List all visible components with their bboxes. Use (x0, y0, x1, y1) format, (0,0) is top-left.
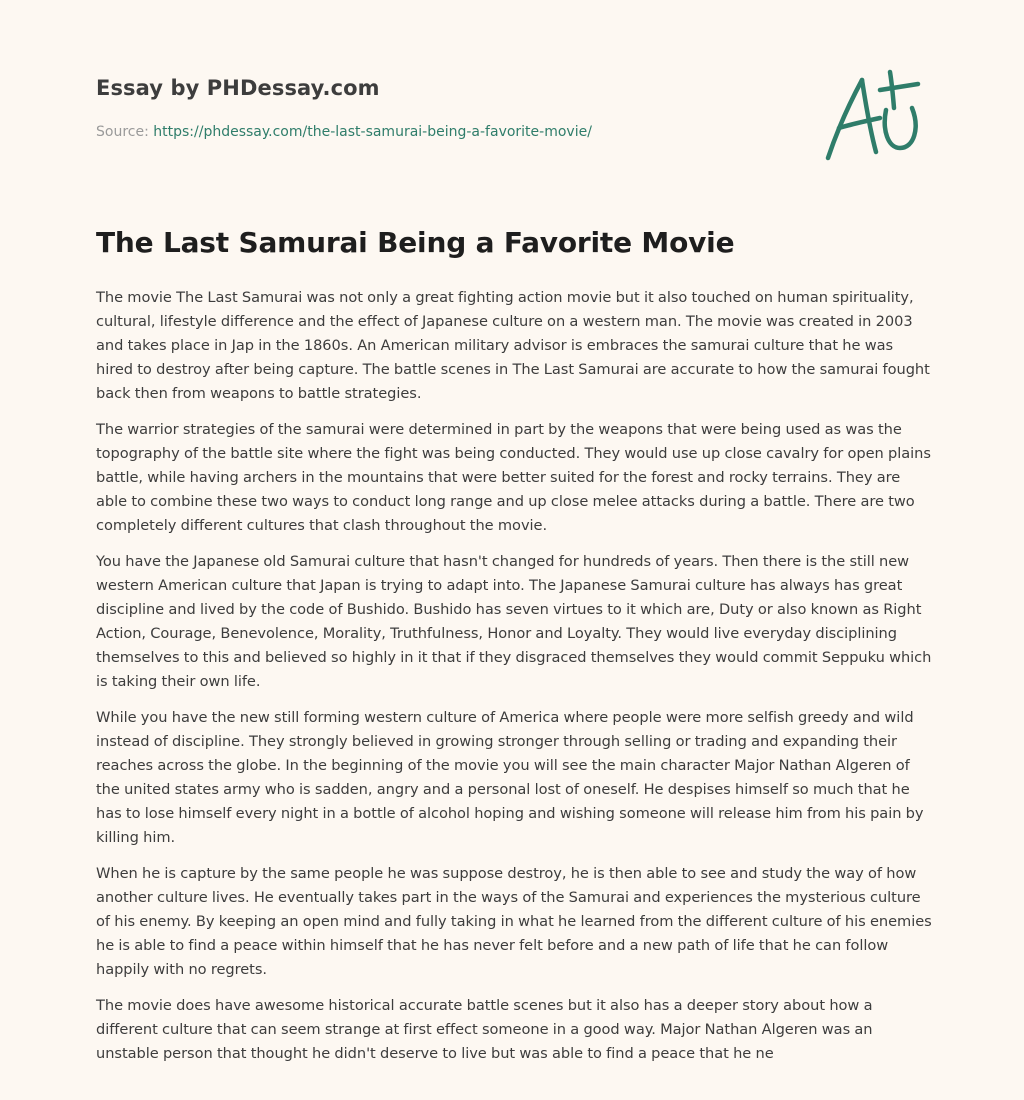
essay-paragraph: You have the Japanese old Samurai culture that hasn't changed for hundreds of years. Then there is the still new western American culture that Japan is trying to adapt into. The Japanese Samurai culture has always has great discipline and lived by the code of Bushido. Bushido has seven virtues to it which are, Duty or also known as Right Action, Courage, Benevolence, Morality, Truthfulness, Honor and Loyalty. They would live everyday disciplining themselves to this and believed so highly in it that if they disgraced themselves they would commit Seppuku which is taking their own life. (96, 553, 932, 690)
essay-paragraph: The warrior strategies of the samurai were determined in part by the weapons that were being used as was the topography of the battle site where the fight was being conducted. They would use up close cavalry for open plains battle, while having archers in the mountains that were better suited for the forest and rocky terrains. They are able to combine these two ways to conduct long range and up close melee attacks during a battle. There are two completely different cultures that clash throughout the movie. (96, 421, 931, 534)
essay-title: The Last Samurai Being a Favorite Movie (96, 226, 735, 259)
essay-paragraph: When he is capture by the same people he was suppose destroy, he is then able to see and study the way of how another culture lives. He eventually takes part in the ways of the Samurai and experiences the mysterious culture of his enemy. By keeping an open mind and fully taking in what he learned from the different culture of his enemies he is able to find a peace within himself that he has never felt before and a new path of life that he can follow happily with no regrets. (96, 865, 932, 978)
essay-body (96, 286, 932, 1078)
site-brand: Essay by PHDessay.com (96, 76, 380, 100)
essay-paragraph: The movie does have awesome historical accurate battle scenes but it also has a deeper story about how a different culture that can seem strange at first effect someone in a good way. Major Nathan Algeren was an unstable person that thought he didn't deserve to live but was able to find a peace that he ne (96, 997, 873, 1062)
source-link[interactable]: https://phdessay.com/the-last-samurai-being-a-favorite-movie/ (153, 124, 592, 140)
source-line (96, 124, 592, 140)
essay-paragraph: The movie The Last Samurai was not only a great fighting action movie but it also touched on human spirituality, cultural, lifestyle difference and the effect of Japanese culture on a western man. The movie was created in 2003 and takes place in Jap in the 1860s. An American military advisor is embraces the samurai culture that he was hired to destroy after being capture. The battle scenes in The Last Samurai are accurate to how the samurai fought back then from weapons to battle strategies. (96, 289, 930, 402)
essay-paragraph: While you have the new still forming western culture of America where people were more selfish greedy and wild instead of discipline. They strongly believed in growing stronger through selling or trading and expanding their reaches across the globe. In the beginning of the movie you will see the main character Major Nathan Algeren of the united states army who is sadden, angry and a personal lost of oneself. He despises himself so much that he has to lose himself every night in a bottle of alcohol hoping and wishing someone will release him from his pain by killing him. (96, 709, 924, 846)
source-label: Source: (96, 124, 154, 140)
a-plus-grade-icon (822, 68, 926, 164)
